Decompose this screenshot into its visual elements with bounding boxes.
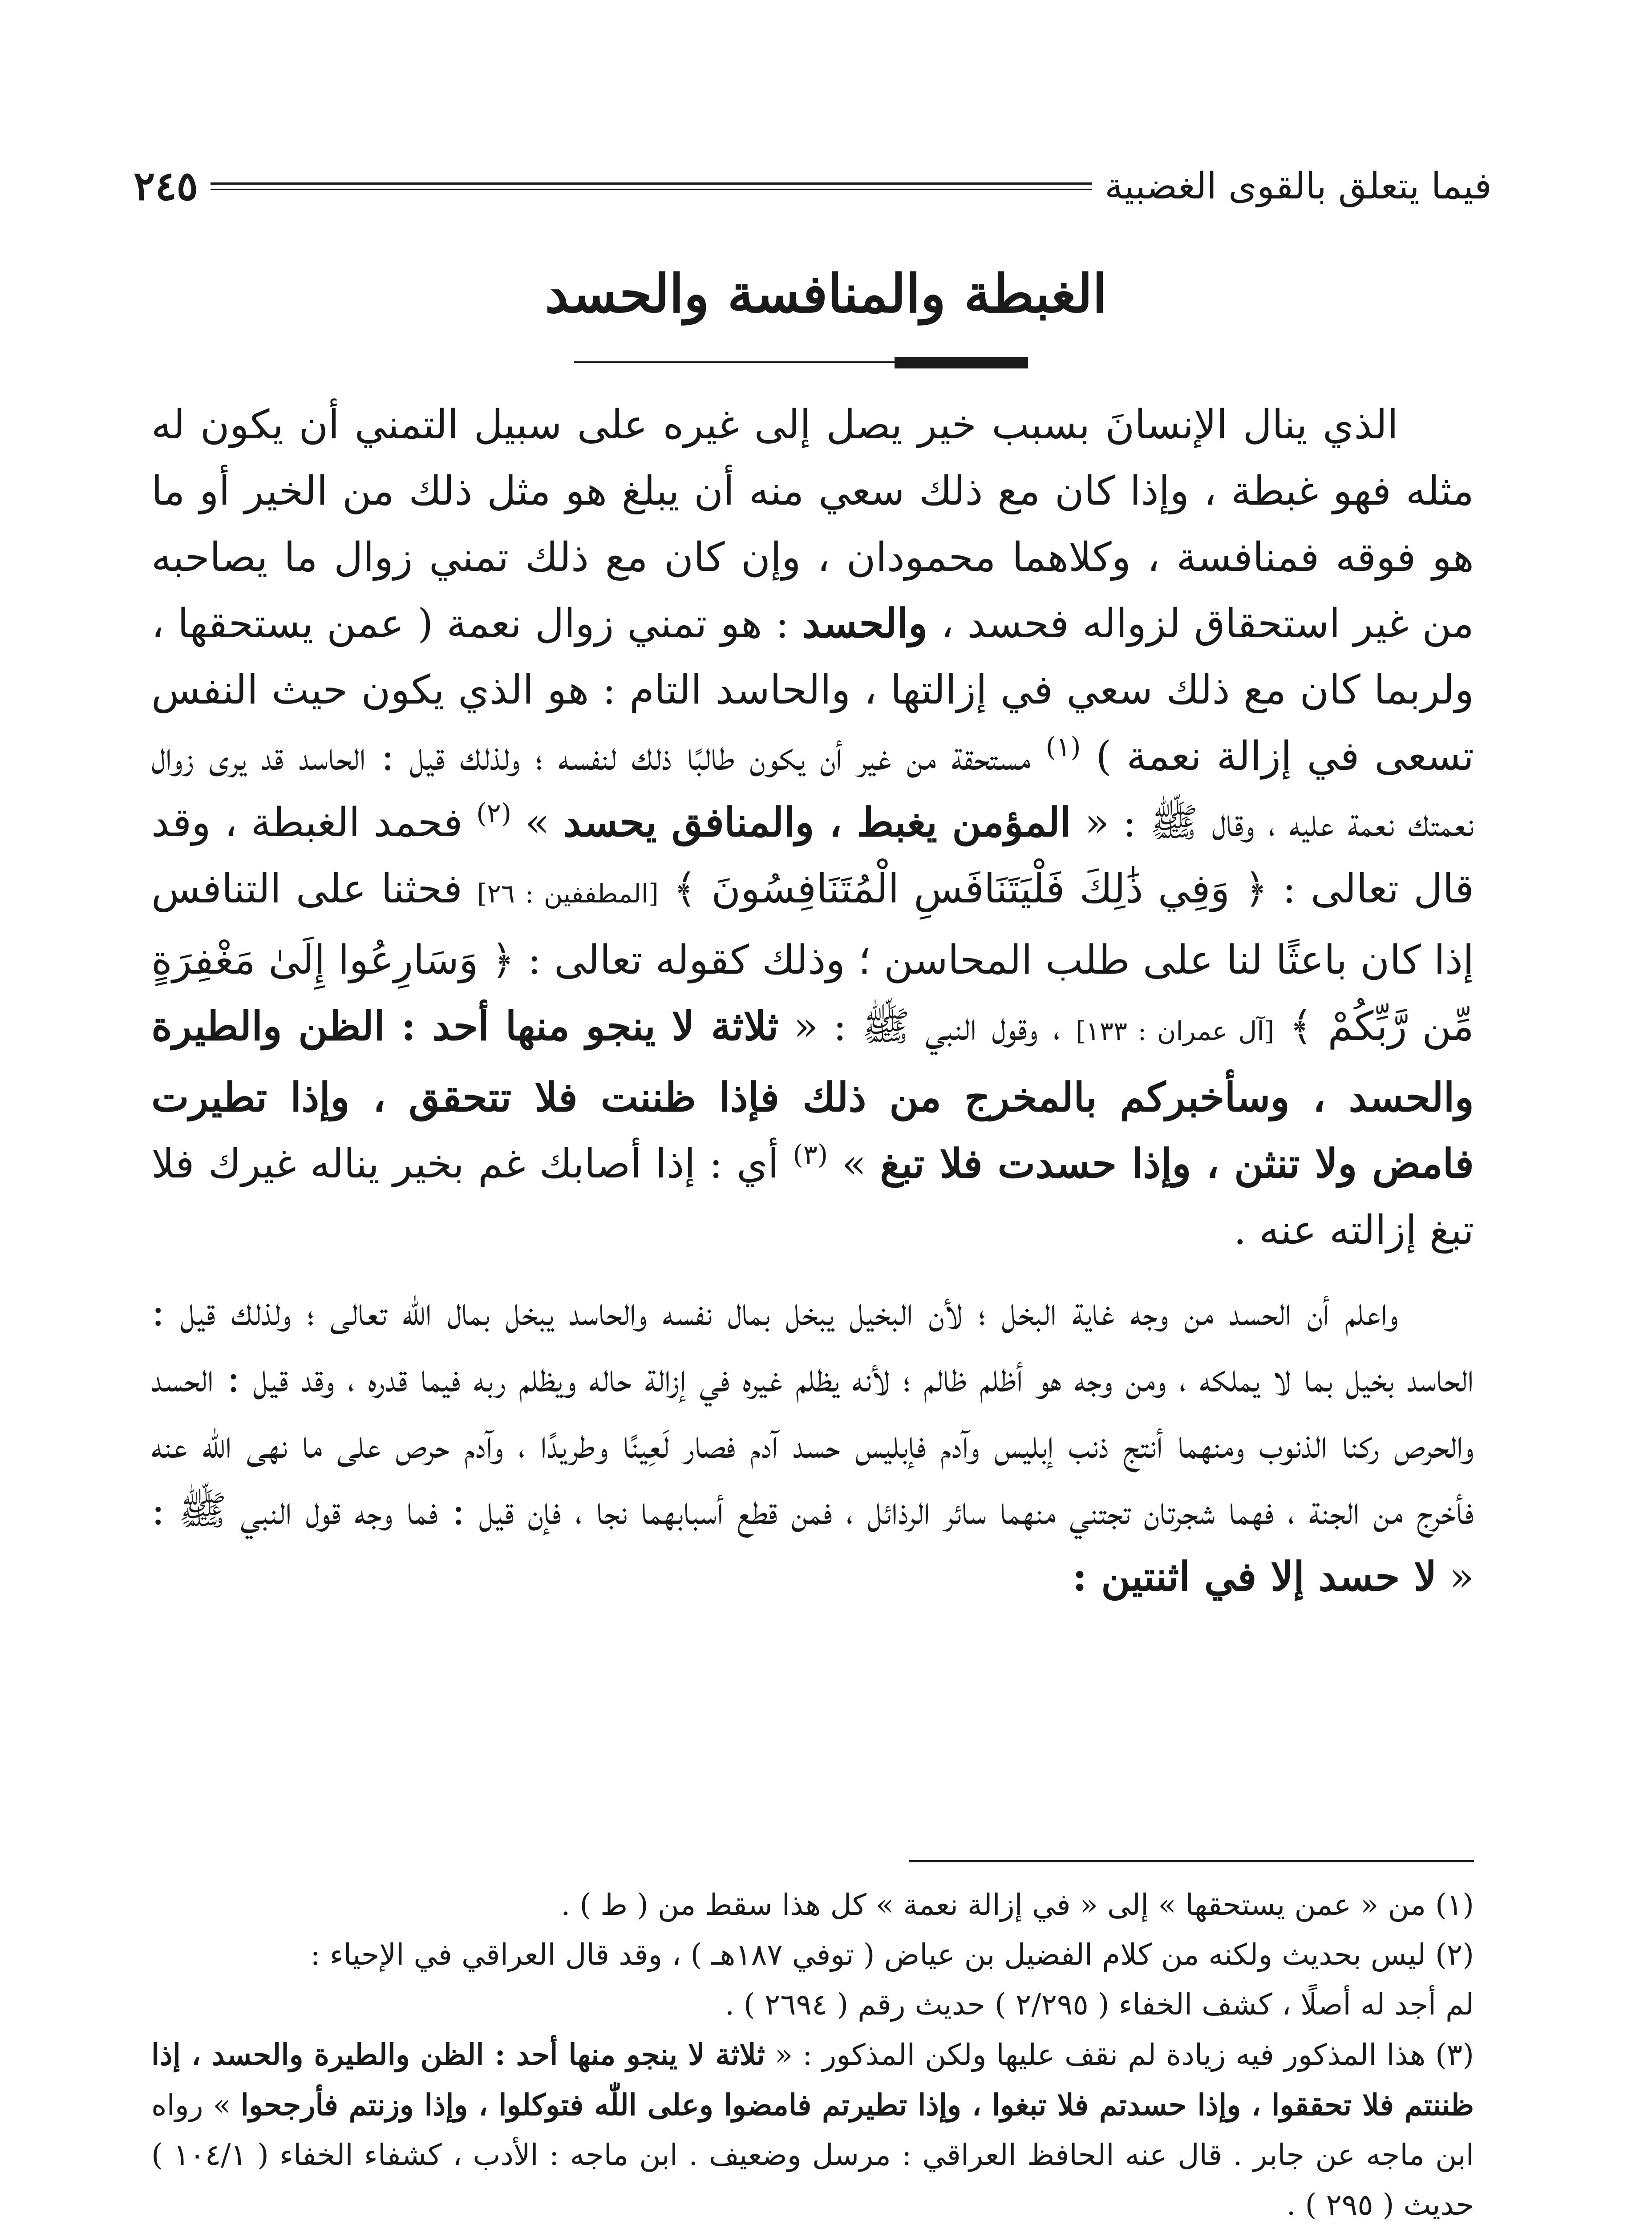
running-header	[134, 155, 1492, 217]
p1-text-k: »	[828, 1141, 880, 1187]
p1-text-f: »	[511, 799, 563, 846]
footnote-ref-2[interactable]: (٢)	[476, 798, 512, 829]
footnotes	[151, 1880, 1474, 2225]
p1-text-d: مستحقة من غير أن يكون طالبًا ذلك لنفسه ؛ ولذلك قيل : الحاسد قد يرى زوال نعمتك نعمة عليه ، وقال ﷺ : «	[151, 733, 1474, 846]
footnote-1: (١) من « عمن يستحقها » إلى « في إزالة نعمة » كل هذا سقط من ( ط ) .	[561, 1888, 1474, 1922]
footnote-ref-3[interactable]: (٣)	[793, 1139, 828, 1170]
p1-text-h: فحثنا على التنافس إذا كان باعثًا لنا على طلب المحاسن ؛ وذلك كقوله تعالى : ﴿ وَسَارِعُوا إِلَىٰ مَغْفِرَةٍ مِّن رَّبِّكُمْ ﴾	[151, 866, 1474, 1050]
p1-bold-hadith-2: ثلاثة لا ينجو منها أحد : الظن والطيرة والحسد ، وسأخبركم بالمخرج من ذلك فإذا ظننت فلا تتحقق ، وإذا تطيرت فامض ولا تنثن ، وإذا حسدت فلا تبغ	[151, 1003, 1474, 1187]
section-title: الغبطة والمنافسة والحسد	[545, 263, 1107, 324]
p1-text-a: الذي ينال الإنسانَ بسبب خير يصل إلى غيره على سبيل التمني أن يكون له مثله فهو غبطة ، وإذا كان مع ذلك سعي منه أن يبلغ هو مثل ذلك من الخير أو ما هو فوقه فمنافسة ، وكلاهما محمودان ، وإن كان مع ذلك تمني زوال ما يصاحبه من غير استحقاق لزواله فحسد ،	[151, 401, 1474, 647]
footnote-2-line-1: (٢) ليس بحديث ولكنه من كلام الفضيل بن عياض ( توفي ١٨٧هـ ) ، وقد قال العراقي في الإحياء :	[310, 1938, 1474, 1972]
page-number: ٢٤٥	[134, 162, 198, 210]
footnote-ref-1[interactable]: (١)	[1045, 732, 1081, 763]
footnote-separator	[909, 1860, 1474, 1862]
p1-text-c: : هو تمني زوال نعمة ( عمن يستحقها ، ولربما كان مع ذلك سعي في إزالتها ، والحاسد التام : هو الذي يكون حيث النفس تسعى في إزالة نعمة )	[151, 600, 1474, 780]
fn3-text-c: » رواه ابن ماجه عن جابر . قال عنه الحافظ العراقي : مرسل وضعيف . ابن ماجه : الأدب ، كشفاء الخفاء ( ١٠٤/١ ) حديث ( ٢٩٥ ) .	[151, 2088, 1474, 2222]
p1-bold-hadith-1: المؤمن يغبط ، والمنافق يحسد	[563, 799, 1071, 846]
p2-bold-hadith: لا حسد إلا في اثنتين :	[1072, 1553, 1437, 1600]
p2-text-a: واعلم أن الحسد من وجه غاية البخل ؛ لأن البخيل يبخل بمال نفسه والحاسد يبخل بمال اللّٰه تعالى ؛ ولذلك قيل : الحاسد بخيل بما لا يملكه ، ومن وجه هو أظلم ظالم ؛ لأنه يظلم غيره في إزالة حاله ويظلم ربه فيما قدره ، وقد قيل : الحسد والحرص ركنا الذنوب ومنهما أنتج ذنب إبليس وآدم فإبليس حسد آدم فصار لَعِينًا وطريدًا ، وآدم حرص على ما نهى اللّٰه عنه فأخرج من الجنة ، فهما شجرتان تجتني منهما سائر الرذائل ، فمن قطع أسبابهما نجا ، فإن قيل : فما وجه قول النبي ﷺ : «	[151, 1288, 1474, 1600]
header-double-rule	[211, 182, 1092, 190]
fn3-bold-hadith: ثلاثة لا ينجو منها أحد : الظن والطيرة والحسد ، إذا ظننتم فلا تحققوا ، وإذا حسدتم فلا تبغوا ، وإذا تطيرتم فامضوا وعلى اللّٰه فتوكلوا ، وإذا وزنتم فأرجحوا	[151, 2037, 1474, 2122]
footnote-2-line-2: لم أجد له أصلًا ، كشف الخفاء ( ٢/٢٩٥ ) حديث رقم ( ٢٦٩٤ ) .	[725, 1987, 1474, 2022]
p1-text-g: فحمد الغبطة ، وقد قال تعالى : ﴿ وَفِي ذَٰلِكَ فَلْيَتَنَافَسِ الْمُتَنَافِسُونَ ﴾	[151, 799, 1474, 912]
p1-text-i: ، وقول النبي ﷺ : «	[778, 1003, 1076, 1050]
quran-citation-1: [المطففين : ٢٦]	[477, 878, 659, 909]
fn3-text-a: (٣) هذا المذكور فيه زيادة لم نقف عليها ولكن المذكور : «	[765, 2038, 1474, 2072]
paragraph-1	[151, 392, 1474, 1263]
footnote-3	[151, 2030, 1474, 2225]
quran-citation-2: [آل عمران : ١٣٣]	[1075, 1016, 1275, 1046]
p1-bold-term: والحسد	[802, 600, 928, 647]
ornament-thick-bar	[895, 357, 1028, 368]
main-text	[151, 392, 1474, 1610]
p1-text-l: أي : إذا أصابك غم بخير يناله غيرك فلا تبغ إزالته عنه .	[151, 1141, 1474, 1254]
paragraph-2	[151, 1278, 1474, 1610]
title-ornament-rule	[574, 352, 1028, 378]
running-header-title: فيما يتعلق بالقوى الغضبية	[1105, 165, 1492, 207]
